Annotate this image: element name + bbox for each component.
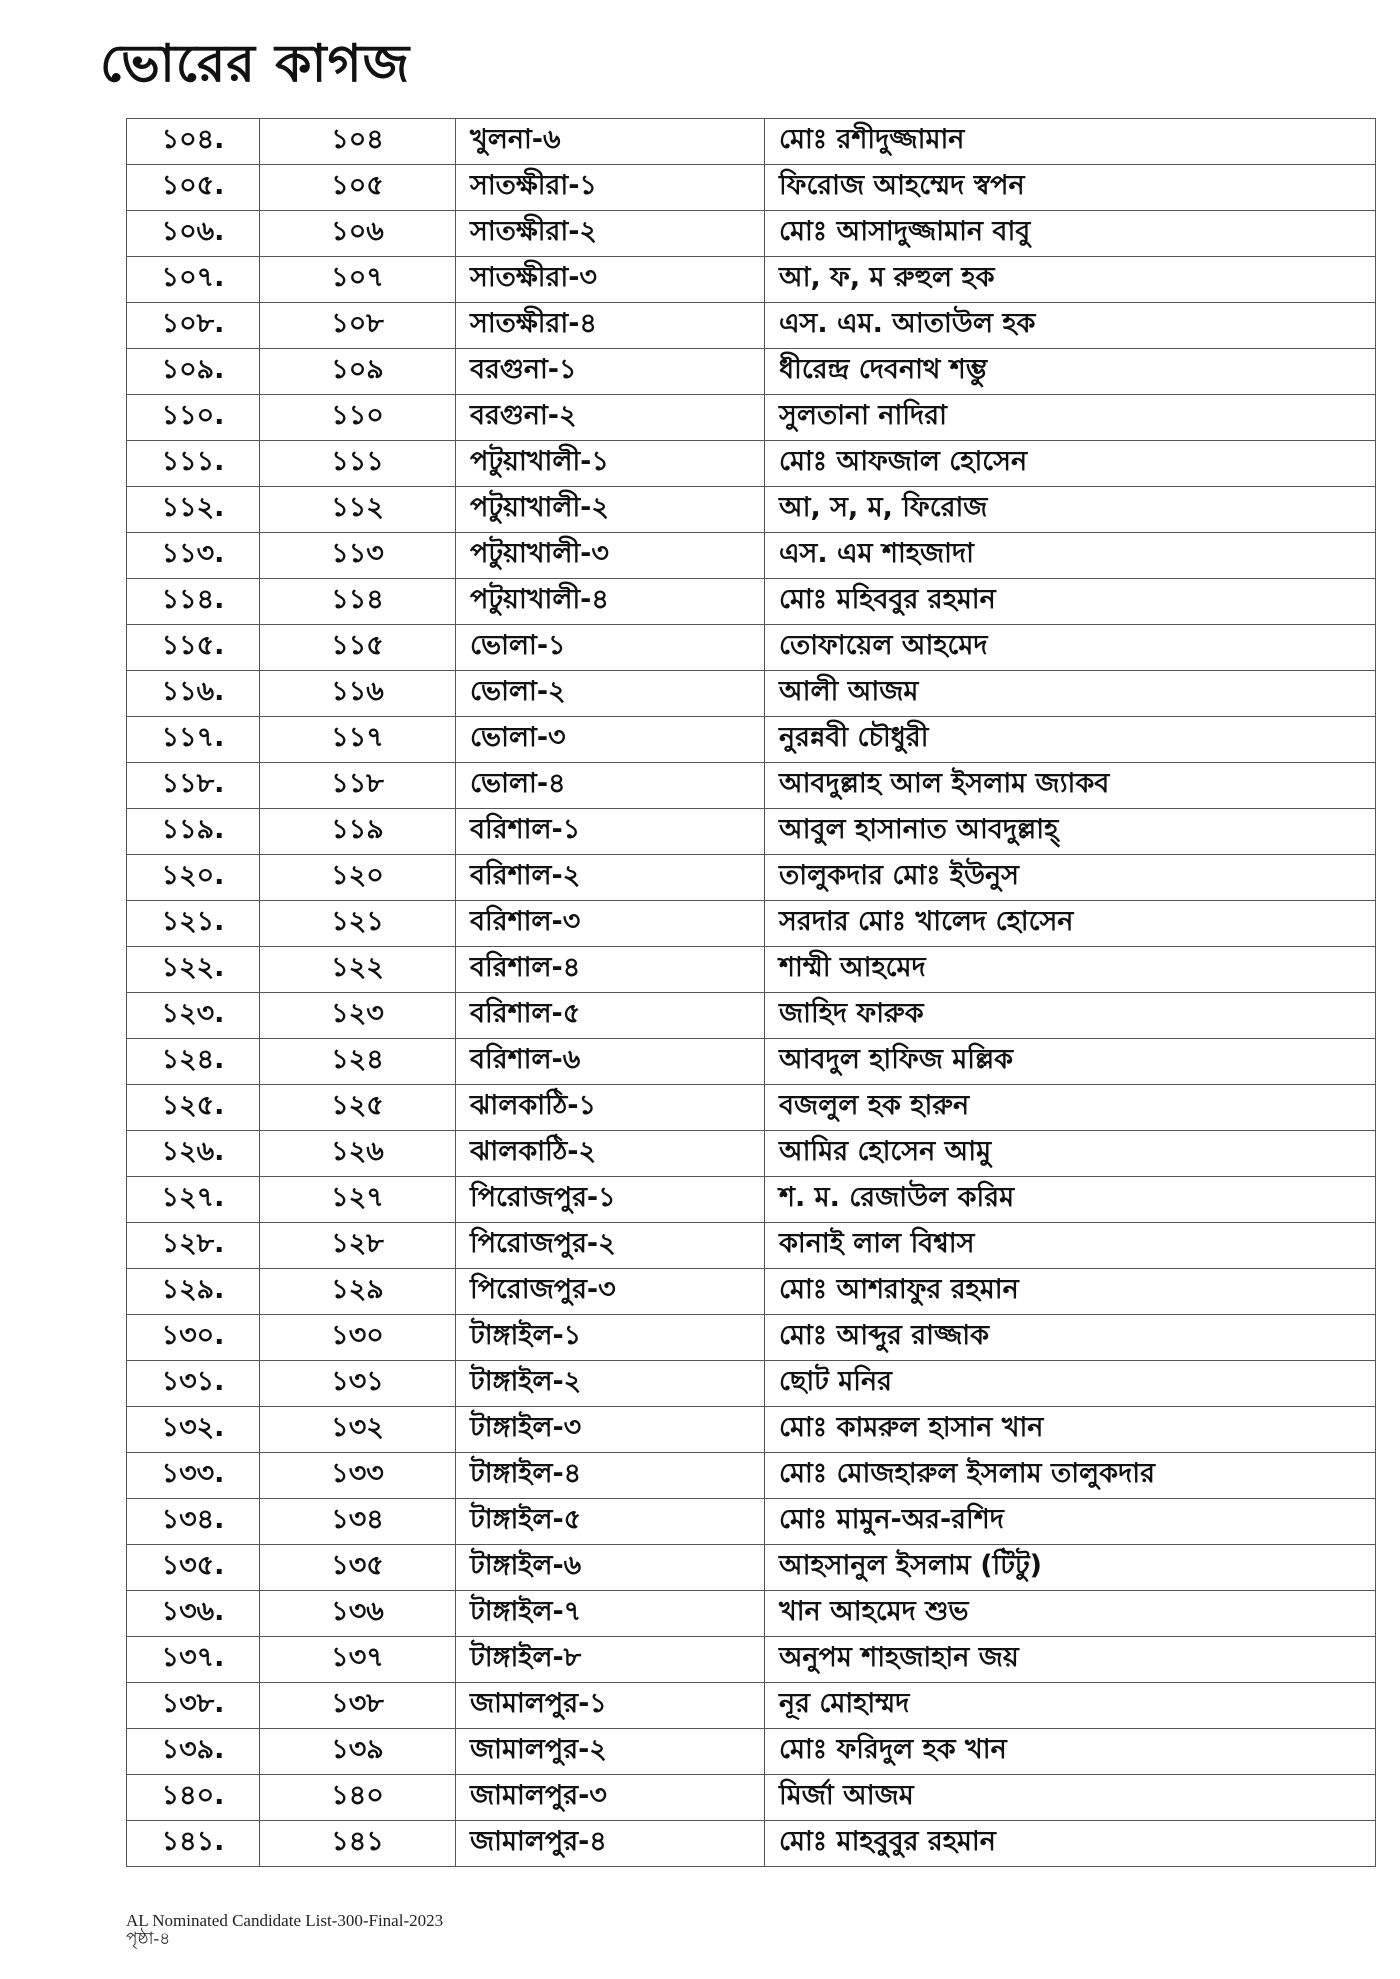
serial-cell: ১০৭.	[127, 257, 260, 303]
constituency-cell: পিরোজপুর-২	[456, 1223, 765, 1269]
serial-cell: ১১৬.	[127, 671, 260, 717]
constituency-cell: বরগুনা-২	[456, 395, 765, 441]
candidate-name-cell: আবদুল্লাহ আল ইসলাম জ্যাকব	[765, 763, 1376, 809]
table-row	[127, 1131, 1376, 1177]
constituency-cell: টাঙ্গাইল-৭	[456, 1591, 765, 1637]
constituency-cell: বরিশাল-২	[456, 855, 765, 901]
table-row	[127, 1177, 1376, 1223]
seat-number-cell: ১৩৮	[260, 1683, 456, 1729]
table-row	[127, 1269, 1376, 1315]
constituency-cell: সাতক্ষীরা-২	[456, 211, 765, 257]
constituency-cell: ঝালকাঠি-২	[456, 1131, 765, 1177]
serial-cell: ১৩৯.	[127, 1729, 260, 1775]
candidate-name-cell: আবদুল হাফিজ মল্লিক	[765, 1039, 1376, 1085]
seat-number-cell: ১৩১	[260, 1361, 456, 1407]
serial-cell: ১২১.	[127, 901, 260, 947]
candidate-name-cell: ছোট মনির	[765, 1361, 1376, 1407]
table-row	[127, 579, 1376, 625]
table-row	[127, 533, 1376, 579]
serial-cell: ১০৯.	[127, 349, 260, 395]
constituency-cell: টাঙ্গাইল-১	[456, 1315, 765, 1361]
candidate-name-cell: মোঃ আব্দুর রাজ্জাক	[765, 1315, 1376, 1361]
candidate-name-cell: মোঃ মোজহারুল ইসলাম তালুকদার	[765, 1453, 1376, 1499]
seat-number-cell: ১২১	[260, 901, 456, 947]
table-row	[127, 211, 1376, 257]
serial-cell: ১১১.	[127, 441, 260, 487]
candidate-name-cell: আ, ফ, ম রুহুল হক	[765, 257, 1376, 303]
candidate-name-cell: নুরন্নবী চৌধুরী	[765, 717, 1376, 763]
table-row	[127, 165, 1376, 211]
serial-cell: ১৩০.	[127, 1315, 260, 1361]
seat-number-cell: ১১২	[260, 487, 456, 533]
seat-number-cell: ১২৭	[260, 1177, 456, 1223]
constituency-cell: ভোলা-৪	[456, 763, 765, 809]
constituency-cell: বরিশাল-৬	[456, 1039, 765, 1085]
candidate-name-cell: মোঃ ফরিদুল হক খান	[765, 1729, 1376, 1775]
table-row	[127, 1039, 1376, 1085]
constituency-cell: বরিশাল-১	[456, 809, 765, 855]
seat-number-cell: ১৩০	[260, 1315, 456, 1361]
constituency-cell: টাঙ্গাইল-৬	[456, 1545, 765, 1591]
constituency-cell: ঝালকাঠি-১	[456, 1085, 765, 1131]
serial-cell: ১৪০.	[127, 1775, 260, 1821]
table-row	[127, 441, 1376, 487]
serial-cell: ১০৪.	[127, 119, 260, 165]
constituency-cell: পটুয়াখালী-১	[456, 441, 765, 487]
seat-number-cell: ১২২	[260, 947, 456, 993]
constituency-cell: বরিশাল-৪	[456, 947, 765, 993]
table-row	[127, 1085, 1376, 1131]
serial-cell: ১২৯.	[127, 1269, 260, 1315]
masthead-logo: ভোরের কাগজ	[100, 33, 411, 94]
constituency-cell: টাঙ্গাইল-২	[456, 1361, 765, 1407]
constituency-cell: বরগুনা-১	[456, 349, 765, 395]
candidate-name-cell: নূর মোহাম্মদ	[765, 1683, 1376, 1729]
seat-number-cell: ১৪০	[260, 1775, 456, 1821]
seat-number-cell: ১২৯	[260, 1269, 456, 1315]
serial-cell: ১২৪.	[127, 1039, 260, 1085]
table-row	[127, 901, 1376, 947]
serial-cell: ১৩২.	[127, 1407, 260, 1453]
document-title: AL Nominated Candidate List-300-Final-2023	[126, 1911, 444, 1930]
constituency-cell: ভোলা-১	[456, 625, 765, 671]
seat-number-cell: ১০৮	[260, 303, 456, 349]
constituency-cell: টাঙ্গাইল-৪	[456, 1453, 765, 1499]
table-row	[127, 1821, 1376, 1867]
seat-number-cell: ১৩৩	[260, 1453, 456, 1499]
constituency-cell: জামালপুর-৪	[456, 1821, 765, 1867]
serial-cell: ১৩১.	[127, 1361, 260, 1407]
candidate-name-cell: ফিরোজ আহম্মেদ স্বপন	[765, 165, 1376, 211]
constituency-cell: জামালপুর-১	[456, 1683, 765, 1729]
seat-number-cell: ১২০	[260, 855, 456, 901]
seat-number-cell: ১১৯	[260, 809, 456, 855]
table-row	[127, 625, 1376, 671]
table-row	[127, 119, 1376, 165]
candidate-table	[126, 118, 1376, 1867]
constituency-cell: সাতক্ষীরা-৩	[456, 257, 765, 303]
candidate-name-cell: তালুকদার মোঃ ইউনুস	[765, 855, 1376, 901]
candidate-name-cell: মোঃ মহিববুর রহমান	[765, 579, 1376, 625]
seat-number-cell: ১০৫	[260, 165, 456, 211]
page-footer	[126, 1912, 443, 1948]
candidate-name-cell: জাহিদ ফারুক	[765, 993, 1376, 1039]
seat-number-cell: ১১৫	[260, 625, 456, 671]
serial-cell: ১১৭.	[127, 717, 260, 763]
constituency-cell: সাতক্ষীরা-১	[456, 165, 765, 211]
constituency-cell: পিরোজপুর-১	[456, 1177, 765, 1223]
candidate-name-cell: শাম্মী আহমেদ	[765, 947, 1376, 993]
table-row	[127, 1591, 1376, 1637]
serial-cell: ১৩৬.	[127, 1591, 260, 1637]
seat-number-cell: ১১৮	[260, 763, 456, 809]
candidate-name-cell: শ. ম. রেজাউল করিম	[765, 1177, 1376, 1223]
serial-cell: ১১৮.	[127, 763, 260, 809]
seat-number-cell: ১৩৬	[260, 1591, 456, 1637]
constituency-cell: টাঙ্গাইল-৮	[456, 1637, 765, 1683]
constituency-cell: সাতক্ষীরা-৪	[456, 303, 765, 349]
seat-number-cell: ১২৫	[260, 1085, 456, 1131]
constituency-cell: জামালপুর-২	[456, 1729, 765, 1775]
table-row	[127, 993, 1376, 1039]
table-row	[127, 1545, 1376, 1591]
serial-cell: ১৩৪.	[127, 1499, 260, 1545]
serial-cell: ১২৭.	[127, 1177, 260, 1223]
candidate-name-cell: মোঃ রশীদুজ্জামান	[765, 119, 1376, 165]
table-row	[127, 1637, 1376, 1683]
table-row	[127, 1361, 1376, 1407]
table-row	[127, 395, 1376, 441]
constituency-cell: টাঙ্গাইল-৩	[456, 1407, 765, 1453]
seat-number-cell: ১২৬	[260, 1131, 456, 1177]
table-row	[127, 1223, 1376, 1269]
table-row	[127, 947, 1376, 993]
table-row	[127, 671, 1376, 717]
constituency-cell: পটুয়াখালী-৪	[456, 579, 765, 625]
page-number: পৃষ্ঠা-৪	[126, 1928, 171, 1948]
constituency-cell: টাঙ্গাইল-৫	[456, 1499, 765, 1545]
seat-number-cell: ১৩৭	[260, 1637, 456, 1683]
serial-cell: ১২৬.	[127, 1131, 260, 1177]
serial-cell: ১২০.	[127, 855, 260, 901]
serial-cell: ১২২.	[127, 947, 260, 993]
candidate-name-cell: মোঃ আফজাল হোসেন	[765, 441, 1376, 487]
serial-cell: ১৩৮.	[127, 1683, 260, 1729]
seat-number-cell: ১২৪	[260, 1039, 456, 1085]
serial-cell: ১১৩.	[127, 533, 260, 579]
candidate-name-cell: ধীরেন্দ্র দেবনাথ শম্ভু	[765, 349, 1376, 395]
serial-cell: ১৩৩.	[127, 1453, 260, 1499]
table-row	[127, 1499, 1376, 1545]
candidate-name-cell: খান আহমেদ শুভ	[765, 1591, 1376, 1637]
candidate-name-cell: আলী আজম	[765, 671, 1376, 717]
candidate-name-cell: মোঃ আসাদুজ্জামান বাবু	[765, 211, 1376, 257]
candidate-name-cell: মোঃ মাহবুবুর রহমান	[765, 1821, 1376, 1867]
serial-cell: ১০৮.	[127, 303, 260, 349]
table-row	[127, 303, 1376, 349]
serial-cell: ১২৫.	[127, 1085, 260, 1131]
table-row	[127, 1729, 1376, 1775]
candidate-name-cell: আবুল হাসানাত আবদুল্লাহ্	[765, 809, 1376, 855]
seat-number-cell: ১১৬	[260, 671, 456, 717]
candidate-name-cell: সরদার মোঃ খালেদ হোসেন	[765, 901, 1376, 947]
seat-number-cell: ১১০	[260, 395, 456, 441]
table-row	[127, 1683, 1376, 1729]
constituency-cell: পিরোজপুর-৩	[456, 1269, 765, 1315]
seat-number-cell: ১০৪	[260, 119, 456, 165]
seat-number-cell: ১৩২	[260, 1407, 456, 1453]
table-row	[127, 855, 1376, 901]
seat-number-cell: ১৩৪	[260, 1499, 456, 1545]
candidate-name-cell: কানাই লাল বিশ্বাস	[765, 1223, 1376, 1269]
serial-cell: ১২৩.	[127, 993, 260, 1039]
candidate-name-cell: আহসানুল ইসলাম (টিটু)	[765, 1545, 1376, 1591]
candidate-name-cell: আ, স, ম, ফিরোজ	[765, 487, 1376, 533]
table-row	[127, 487, 1376, 533]
table-row	[127, 763, 1376, 809]
seat-number-cell: ১১১	[260, 441, 456, 487]
candidate-name-cell: অনুপম শাহজাহান জয়	[765, 1637, 1376, 1683]
candidate-name-cell: সুলতানা নাদিরা	[765, 395, 1376, 441]
serial-cell: ১১৫.	[127, 625, 260, 671]
serial-cell: ১০৫.	[127, 165, 260, 211]
candidate-name-cell: আমির হোসেন আমু	[765, 1131, 1376, 1177]
seat-number-cell: ১৪১	[260, 1821, 456, 1867]
serial-cell: ১৪১.	[127, 1821, 260, 1867]
constituency-cell: খুলনা-৬	[456, 119, 765, 165]
constituency-cell: বরিশাল-৫	[456, 993, 765, 1039]
seat-number-cell: ১১৪	[260, 579, 456, 625]
constituency-cell: বরিশাল-৩	[456, 901, 765, 947]
seat-number-cell: ১৩৯	[260, 1729, 456, 1775]
constituency-cell: পটুয়াখালী-৩	[456, 533, 765, 579]
candidate-name-cell: মোঃ কামরুল হাসান খান	[765, 1407, 1376, 1453]
seat-number-cell: ১০৯	[260, 349, 456, 395]
seat-number-cell: ১৩৫	[260, 1545, 456, 1591]
seat-number-cell: ১০৭	[260, 257, 456, 303]
constituency-cell: পটুয়াখালী-২	[456, 487, 765, 533]
serial-cell: ১১০.	[127, 395, 260, 441]
table-row	[127, 1315, 1376, 1361]
seat-number-cell: ১২৮	[260, 1223, 456, 1269]
table-row	[127, 1407, 1376, 1453]
table-row	[127, 1453, 1376, 1499]
candidate-name-cell: এস. এম শাহজাদা	[765, 533, 1376, 579]
seat-number-cell: ১০৬	[260, 211, 456, 257]
candidate-name-cell: তোফায়েল আহমেদ	[765, 625, 1376, 671]
candidate-name-cell: বজলুল হক হারুন	[765, 1085, 1376, 1131]
candidate-name-cell: মির্জা আজম	[765, 1775, 1376, 1821]
constituency-cell: ভোলা-৩	[456, 717, 765, 763]
constituency-cell: ভোলা-২	[456, 671, 765, 717]
table-row	[127, 717, 1376, 763]
serial-cell: ১৩৭.	[127, 1637, 260, 1683]
serial-cell: ১১৯.	[127, 809, 260, 855]
candidate-name-cell: মোঃ আশরাফুর রহমান	[765, 1269, 1376, 1315]
serial-cell: ১১২.	[127, 487, 260, 533]
constituency-cell: জামালপুর-৩	[456, 1775, 765, 1821]
serial-cell: ১১৪.	[127, 579, 260, 625]
table-row	[127, 809, 1376, 855]
table-row	[127, 349, 1376, 395]
table-row	[127, 1775, 1376, 1821]
candidate-name-cell: মোঃ মামুন-অর-রশিদ	[765, 1499, 1376, 1545]
candidate-name-cell: এস. এম. আতাউল হক	[765, 303, 1376, 349]
seat-number-cell: ১১৭	[260, 717, 456, 763]
seat-number-cell: ১১৩	[260, 533, 456, 579]
serial-cell: ১৩৫.	[127, 1545, 260, 1591]
seat-number-cell: ১২৩	[260, 993, 456, 1039]
serial-cell: ১০৬.	[127, 211, 260, 257]
serial-cell: ১২৮.	[127, 1223, 260, 1269]
table-row	[127, 257, 1376, 303]
